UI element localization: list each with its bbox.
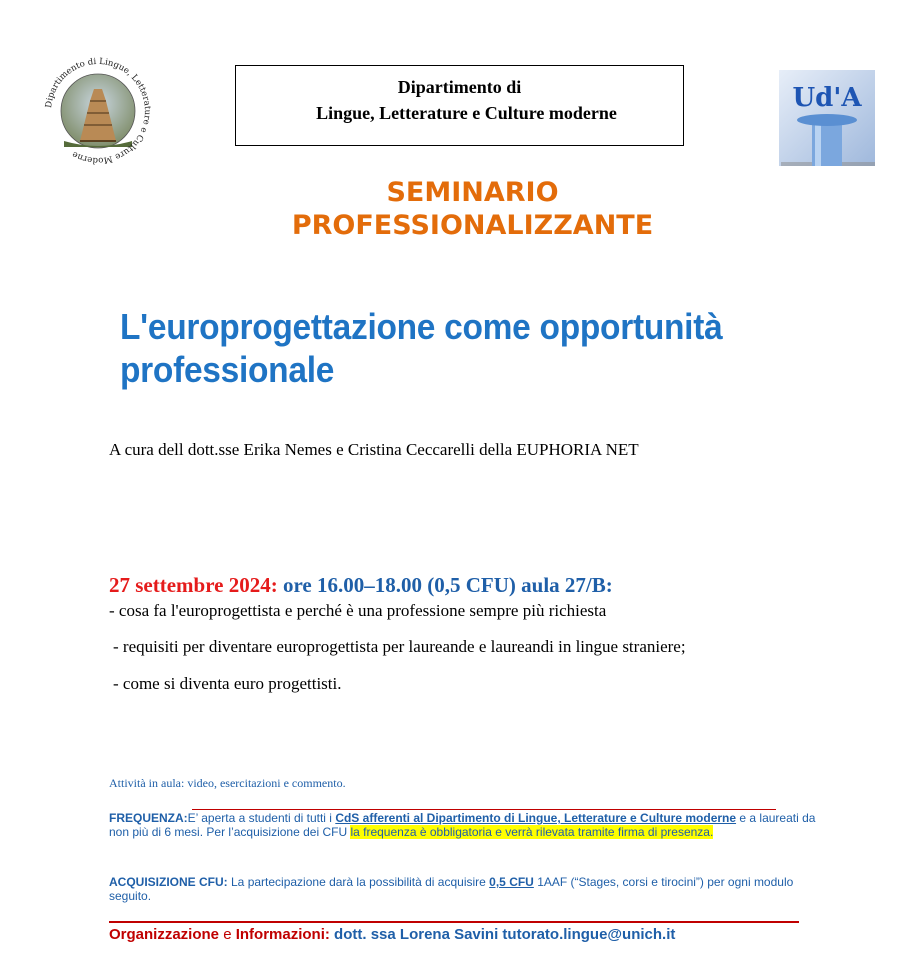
uda-logo-icon — [779, 70, 875, 166]
acquisition-text-2: 1AAF (“Stages, corsi e tirocini”) per ogni modulo seguito. — [109, 875, 794, 903]
tower-of-babel-seal-icon — [42, 55, 154, 167]
seminar-line-1: SEMINARIO — [386, 177, 559, 208]
frequency-text-2: e a laureati da non più di 6 mesi. Per l’acquisizione dei CFU — [109, 811, 816, 839]
frequency-label: FREQUENZA: — [109, 811, 188, 825]
uda-logo-text: Ud'A — [792, 83, 862, 113]
schedule-details: ore 16.00–18.00 (0,5 CFU) aula 27/B: — [282, 573, 613, 597]
title-line-1: L'europrogettazione come opportunità — [120, 306, 723, 347]
footer-info-label: Informazioni: — [235, 926, 330, 943]
cds-link[interactable]: CdS afferenti al Dipartimento di Lingue, Letterature e Culture moderne — [335, 811, 737, 825]
department-header-box — [235, 65, 684, 146]
page-title — [120, 305, 790, 391]
curated-by: A cura dell dott.sse Erika Nemes e Cristina Ceccarelli della EUPHORIA NET — [109, 440, 639, 459]
frequency-section — [109, 811, 837, 839]
divider — [192, 809, 776, 810]
schedule-date: 27 settembre 2024: — [109, 573, 278, 597]
seminar-line-2: PROFESSIONALIZZANTE — [291, 210, 654, 241]
seal-ring-text: Dipartimento di Lingue, Letterature e Culture Moderne — [44, 56, 153, 166]
cfu-amount: 0,5 CFU — [489, 875, 534, 889]
acquisition-label: ACQUISIZIONE CFU: — [109, 875, 228, 889]
acquisition-section — [109, 875, 837, 903]
footer-and: e — [219, 926, 236, 943]
frequency-text-1: E’ aperta a studenti di tutti i — [187, 811, 336, 825]
seminar-heading — [200, 176, 745, 242]
topic-item: - come si diventa euro progettisti. — [113, 674, 342, 693]
footer-contact-text[interactable]: dott. ssa Lorena Savini tutorato.lingue@unich.it — [329, 926, 676, 943]
footer-org-label: Organizzazione — [109, 926, 220, 943]
topic-item: - requisiti per diventare europrogettista per laureande e laureandi in lingue straniere; — [113, 637, 686, 656]
footer-contact — [109, 926, 675, 943]
title-line-2: professionale — [120, 349, 335, 390]
department-line-2: Lingue, Letterature e Culture moderne — [316, 103, 617, 123]
department-line-1: Dipartimento di — [397, 77, 522, 97]
divider — [109, 921, 799, 923]
schedule-line — [109, 573, 613, 598]
activity-note: Attività in aula: video, esercitazioni e commento. — [109, 776, 346, 790]
acquisition-text-1: La partecipazione darà la possibilità di acquisire — [227, 875, 490, 889]
topic-item: - cosa fa l'europrogettista e perché è una professione sempre più richiesta — [109, 601, 607, 620]
frequency-highlight: la frequenza è obbligatoria e verrà rilevata tramite firma di presenza. — [350, 825, 714, 839]
